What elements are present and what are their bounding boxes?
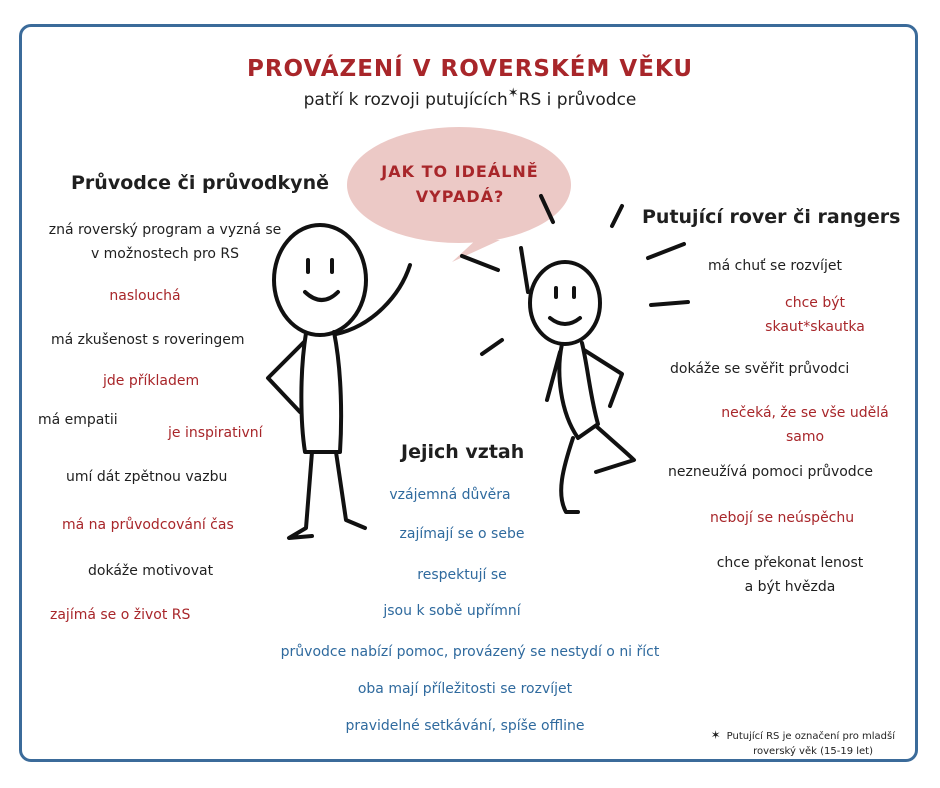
guide-trait: má na průvodcování čas — [62, 517, 234, 533]
relationship-trait: zajímají se o sebe — [399, 526, 525, 542]
relationship-trait: respektují se — [417, 567, 507, 583]
relationship-heading: Jejich vztah — [401, 441, 525, 463]
guide-left-arm — [268, 342, 304, 412]
footnote-line-1 — [690, 726, 895, 744]
guide-trait: má zkušenost s roveringem — [51, 332, 245, 348]
rover-stick-figure — [530, 262, 634, 512]
guide-heading: Průvodce či průvodkyně — [71, 172, 329, 194]
subtitle-text-start: patří k rozvoji putujících — [303, 90, 508, 110]
guide-head — [274, 225, 366, 335]
rover-left-leg — [561, 438, 578, 512]
guide-trait: zná roverský program a vyzná se — [48, 222, 282, 238]
guide-trait: zajímá se o život RS — [50, 607, 191, 623]
rover-trait: chce překonat lenost — [716, 555, 864, 571]
relationship-trait: průvodce nabízí pomoc, provázený se nestydí o ni říct — [280, 644, 660, 660]
rover-trait: samo — [785, 429, 825, 445]
rover-trait: chce být — [785, 295, 845, 311]
rover-trait: nebojí se neúspěchu — [710, 510, 855, 526]
rover-trait: má chuť se rozvíjet — [708, 258, 842, 274]
star-icon: ✶ — [710, 728, 721, 742]
rover-heading: Putující rover či rangers — [642, 206, 901, 228]
relationship-trait: vzájemná důvěra — [389, 487, 511, 503]
bubble-line-2: VYPADÁ? — [415, 186, 505, 206]
rover-trait: a být hvězda — [744, 579, 836, 595]
guide-trait: má empatii — [38, 412, 118, 428]
relationship-trait: jsou k sobě upřímní — [383, 603, 521, 619]
guide-left-leg — [289, 452, 312, 538]
relationship-trait: pravidelné setkávání, spíše offline — [345, 718, 585, 734]
page-subtitle — [220, 86, 720, 110]
rover-trait: skaut*skautka — [765, 319, 865, 335]
rover-right-leg — [596, 426, 634, 472]
guide-trait: umí dát zpětnou vazbu — [66, 469, 228, 485]
page-title: PROVÁZENÍ V ROVERSKÉM VĚKU — [246, 56, 694, 82]
guide-trait: v možnostech pro RS — [90, 246, 240, 262]
guide-mouth — [305, 292, 338, 300]
guide-trait: dokáže motivovat — [88, 563, 214, 579]
rover-trait: nečeká, že se vše udělá — [721, 405, 889, 421]
guide-body — [301, 332, 341, 452]
rover-head — [530, 262, 600, 344]
bubble-line-1: JAK TO IDEÁLNĚ — [381, 162, 539, 181]
rover-trait: dokáže se svěřit průvodci — [670, 361, 850, 377]
star-icon: ✶ — [507, 86, 519, 101]
guide-trait: naslouchá — [109, 288, 181, 304]
relationship-trait: oba mají příležitosti se rozvíjet — [357, 681, 573, 697]
subtitle-text-end: RS i průvodce — [518, 90, 637, 110]
rover-mouth — [550, 318, 580, 324]
guide-trait: jde příkladem — [103, 373, 200, 389]
footnote-line-2: roverský věk (15-19 let) — [753, 746, 873, 757]
footnote — [690, 726, 895, 759]
footnote-text-1: Putující RS je označení pro mladší — [726, 731, 895, 742]
guide-trait: je inspirativní — [168, 425, 263, 441]
rover-trait: nezneužívá pomoci průvodce — [668, 464, 874, 480]
bubble-question — [350, 160, 570, 210]
